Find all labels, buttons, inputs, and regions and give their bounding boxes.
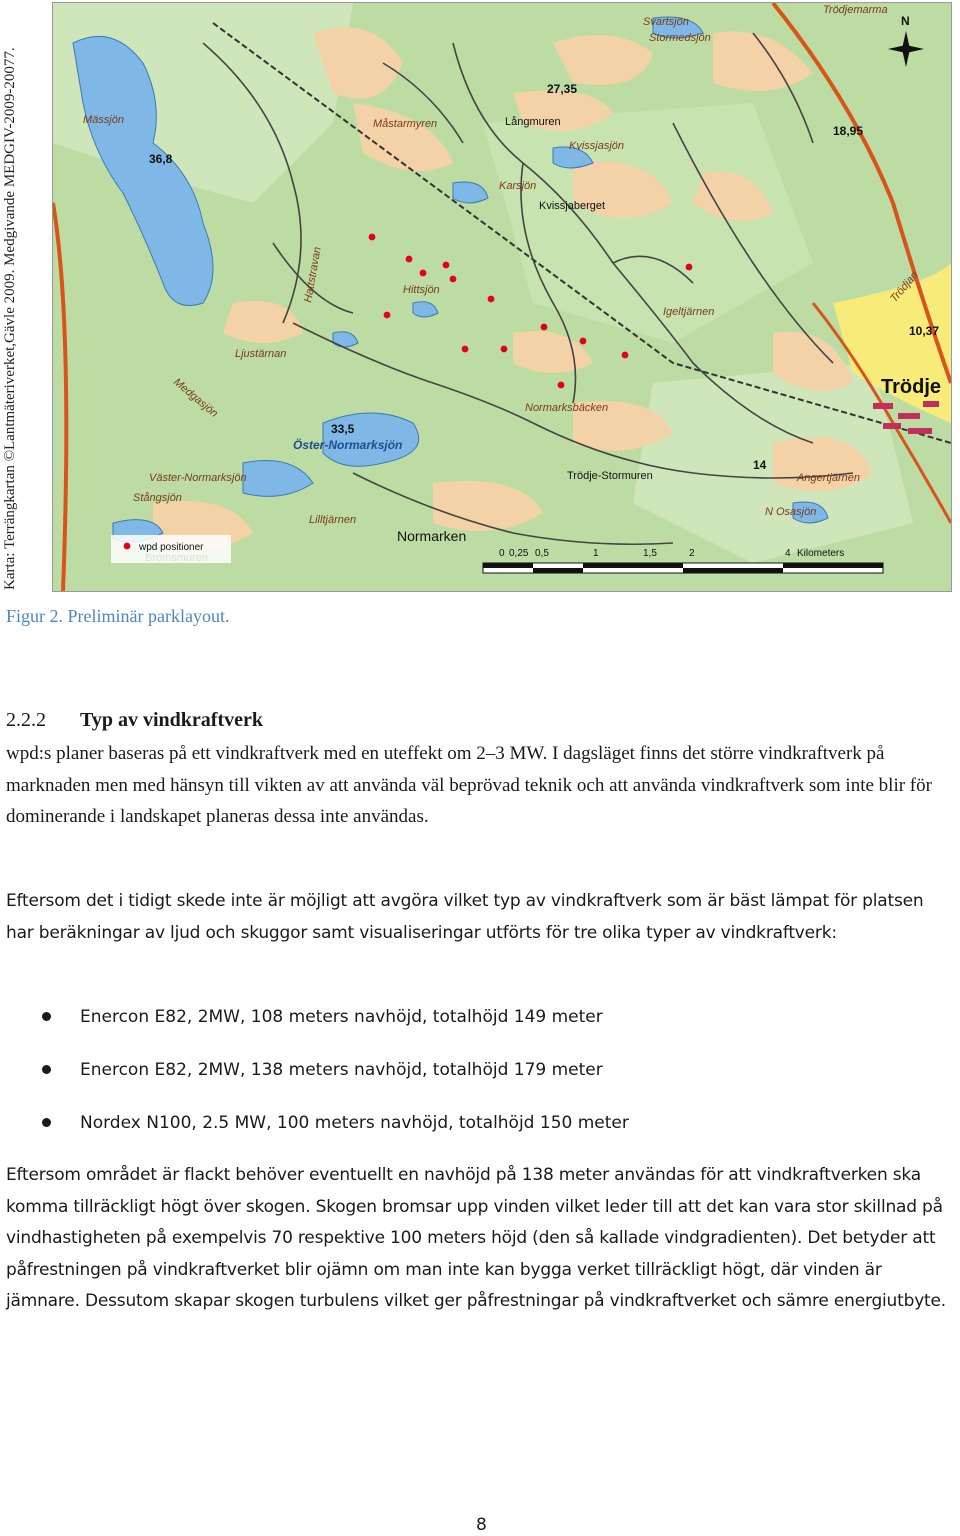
map-label-lilltjarnen: Lilltjärnen [309, 514, 357, 526]
figure-caption: Figur 2. Preliminär parklayout. [6, 606, 230, 626]
map-label-svartsjon: Svartsjön [643, 16, 689, 28]
map-label-ostra-normarksjon: Öster-Normarksjön [293, 438, 403, 452]
map-elevation-5: 10,37 [909, 324, 940, 338]
map-label-igeltjarnen: Igeltjärnen [663, 306, 715, 318]
map-label-trodje: Trödje [881, 376, 942, 398]
turbine-list [0, 1001, 950, 1160]
scale-unit: Kilometers [797, 548, 845, 559]
map-label-tradjan: Trödjan [888, 269, 921, 305]
paragraph-1: wpd:s planer baseras på ett vindkraftverk med en uteffekt om 2–3 MW. I dagsläget finns det större vindkraftverk på marknaden men med hänsyn till vikten av att använda väl beprövad teknik och att använda vindkraftverk som inte blir för dominerande i landskapet planeras dessa inte användas. [6, 743, 932, 827]
map-label-osasjon: N Osasjön [765, 506, 817, 518]
bullet-icon [42, 1012, 51, 1021]
paragraph-2: Eftersom det i tidigt skede inte är möjligt att avgöra vilket typ av vindkraftverk som är bäst lämpat för platsen har beräkningar av ljud och skuggor samt visualiseringar utförts för tre olika typer av vindkraftverk: [6, 891, 924, 943]
map-label-trodjemarma: Trödjemarma [823, 4, 888, 16]
scale-tick-5: 2 [689, 548, 695, 559]
list-item [0, 1054, 950, 1107]
scale-tick-4: 1,5 [643, 548, 657, 559]
map-label-normarken: Normarken [397, 528, 467, 544]
list-item [0, 1001, 950, 1054]
map-label-vastra-normarksjon: Väster-Normarksjön [149, 472, 247, 484]
list-item [0, 1107, 950, 1160]
map-elevation-2: 27,35 [547, 82, 578, 96]
map-label-hittsjon: Hittsjön [403, 284, 440, 296]
site-map [52, 2, 952, 592]
bullet-icon [42, 1065, 51, 1074]
scale-tick-0: 0 [499, 548, 505, 559]
map-credit [2, 0, 50, 590]
map-label-ljustarnan: Ljustärnan [235, 348, 287, 360]
map-label-karsjon: Karsjön [499, 180, 537, 192]
map-elevation-4: 33,5 [331, 422, 355, 436]
map-label-hattstravan: Hattstravan [302, 246, 324, 304]
bullet-icon [42, 1118, 51, 1127]
map-label-angertjarnen: Angertjärnen [797, 472, 860, 484]
map-label-stormedsjon: Stormedsjön [649, 32, 711, 44]
map-credit-text: Karta: Terrängkartan ©Lantmäteriverket,Gävle 2009. Medgivande MEDGIV-2009-20077. [2, 47, 18, 590]
scale-tick-3: 1 [593, 548, 599, 559]
list-item-text: Enercon E82, 2MW, 138 meters navhöjd, totalhöjd 179 meter [80, 1060, 603, 1080]
page-number: 8 [476, 1515, 487, 1535]
scale-tick-1: 0,25 [509, 548, 529, 559]
map-label-langmuren: Långmuren [505, 116, 561, 128]
map-label-normarksbacken: Normarksbäcken [525, 402, 609, 414]
scale-tick-2: 0,5 [535, 548, 549, 559]
map-elevation-1: 36,8 [149, 152, 173, 166]
legend-label: wpd positioner [139, 542, 204, 553]
scale-tick-last: 4 [785, 548, 791, 559]
map-label-trodje-stormuren: Trödje-Stormuren [567, 470, 653, 482]
paragraph-3: Eftersom området är flackt behöver eventuellt en navhöjd på 138 meter användas för att vindkraftverken ska komma tillräckligt högt över skogen. Skogen bromsar upp vinden vilket leder till att det kan vara stor skillnad på vindhastigheten på exempelvis 70 respektive 100 meters höjd (den så kallade vindgradienten). Det betyder att påfrestningen på vindkraftverket blir ojämn om man inte kan bygga verket tillräckligt högt, där vinden är jämnare. Dessutom skapar skogen turbulens vilket ger påfrestningar på vindkraftverket och sämre energiutbyte. [6, 1165, 946, 1311]
map-label-massjon: Mässjön [83, 114, 124, 126]
map-elevation-3: 18,95 [833, 124, 864, 138]
map-label-kvissjasjon: Kvissjasjön [569, 140, 625, 152]
map-label-medgasjon: Medgasjön [171, 376, 221, 420]
section-heading [6, 709, 263, 732]
legend-marker-icon [124, 543, 131, 550]
list-item-text: Enercon E82, 2MW, 108 meters navhöjd, totalhöjd 149 meter [80, 1007, 603, 1027]
list-item-text: Nordex N100, 2.5 MW, 100 meters navhöjd, totalhöjd 150 meter [80, 1113, 629, 1133]
map-label-mastarmyren: Måstarmyren [373, 118, 438, 130]
map-elevation-6: 14 [753, 458, 767, 472]
map-label-stangsjon: Stångsjön [133, 492, 182, 504]
map-label-kvissjaberget: Kvissjaberget [539, 200, 606, 212]
section-number: 2.2.2 [6, 709, 46, 731]
compass-label: N [901, 14, 910, 28]
map-legend [111, 535, 231, 563]
section-title: Typ av vindkraftverk [80, 709, 263, 731]
